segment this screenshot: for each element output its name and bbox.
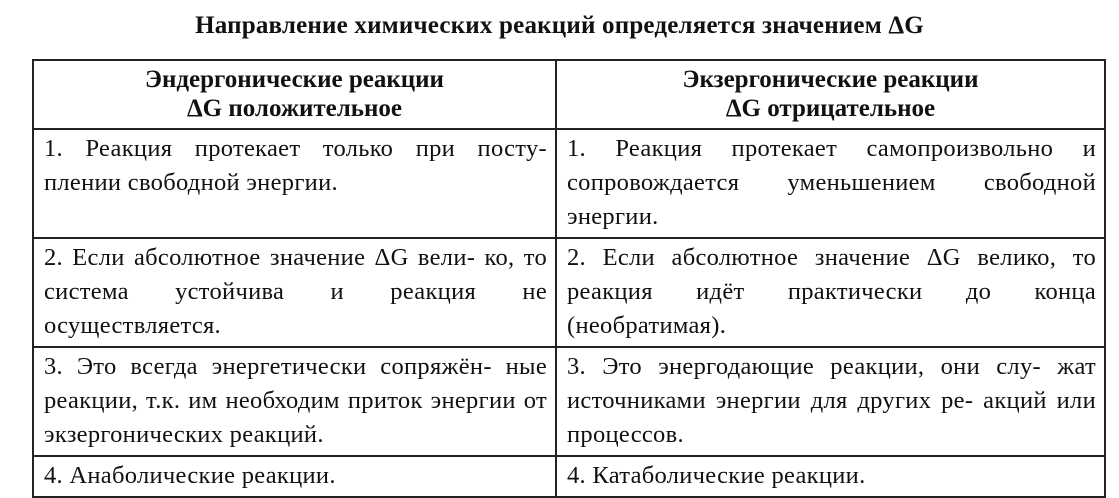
header-exergonic-title: Экзергонические реакции	[682, 66, 979, 93]
cell-exergonic: 2. Если абсолютное значение ΔG велико, то реакция идёт практически до конца (необратимая).	[556, 238, 1105, 347]
cell-endergonic: 3. Это всегда энергетически сопряжён- ные реакции, т.к. им необходим приток энергии от экзергонических реакций.	[33, 347, 556, 456]
table-row	[33, 129, 1105, 238]
table-header-row	[33, 60, 1105, 129]
header-exergonic-sign: ΔG отрицательное	[725, 95, 936, 122]
header-endergonic	[33, 60, 556, 129]
table-row	[33, 347, 1105, 456]
header-endergonic-title: Эндергонические реакции	[145, 66, 444, 93]
table-row	[33, 238, 1105, 347]
page-title: Направление химических реакций определяется значением ΔG	[195, 12, 924, 39]
cell-endergonic: 1. Реакция протекает только при посту- плении свободной энергии.	[33, 129, 556, 238]
cell-endergonic: 2. Если абсолютное значение ΔG вели- ко, то система устойчива и реакция не осуществляется.	[33, 238, 556, 347]
header-endergonic-sign: ΔG положительное	[186, 95, 402, 122]
header-exergonic	[556, 60, 1105, 129]
cell-exergonic: 3. Это энергодающие реакции, они слу- жат источниками энергии для других ре- акций или процессов.	[556, 347, 1105, 456]
comparison-table	[32, 59, 1106, 498]
cell-endergonic: 4. Анаболические реакции.	[33, 456, 556, 497]
cell-exergonic: 1. Реакция протекает самопроизвольно и сопровождается уменьшением свободной энергии.	[556, 129, 1105, 238]
cell-exergonic: 4. Катаболические реакции.	[556, 456, 1105, 497]
